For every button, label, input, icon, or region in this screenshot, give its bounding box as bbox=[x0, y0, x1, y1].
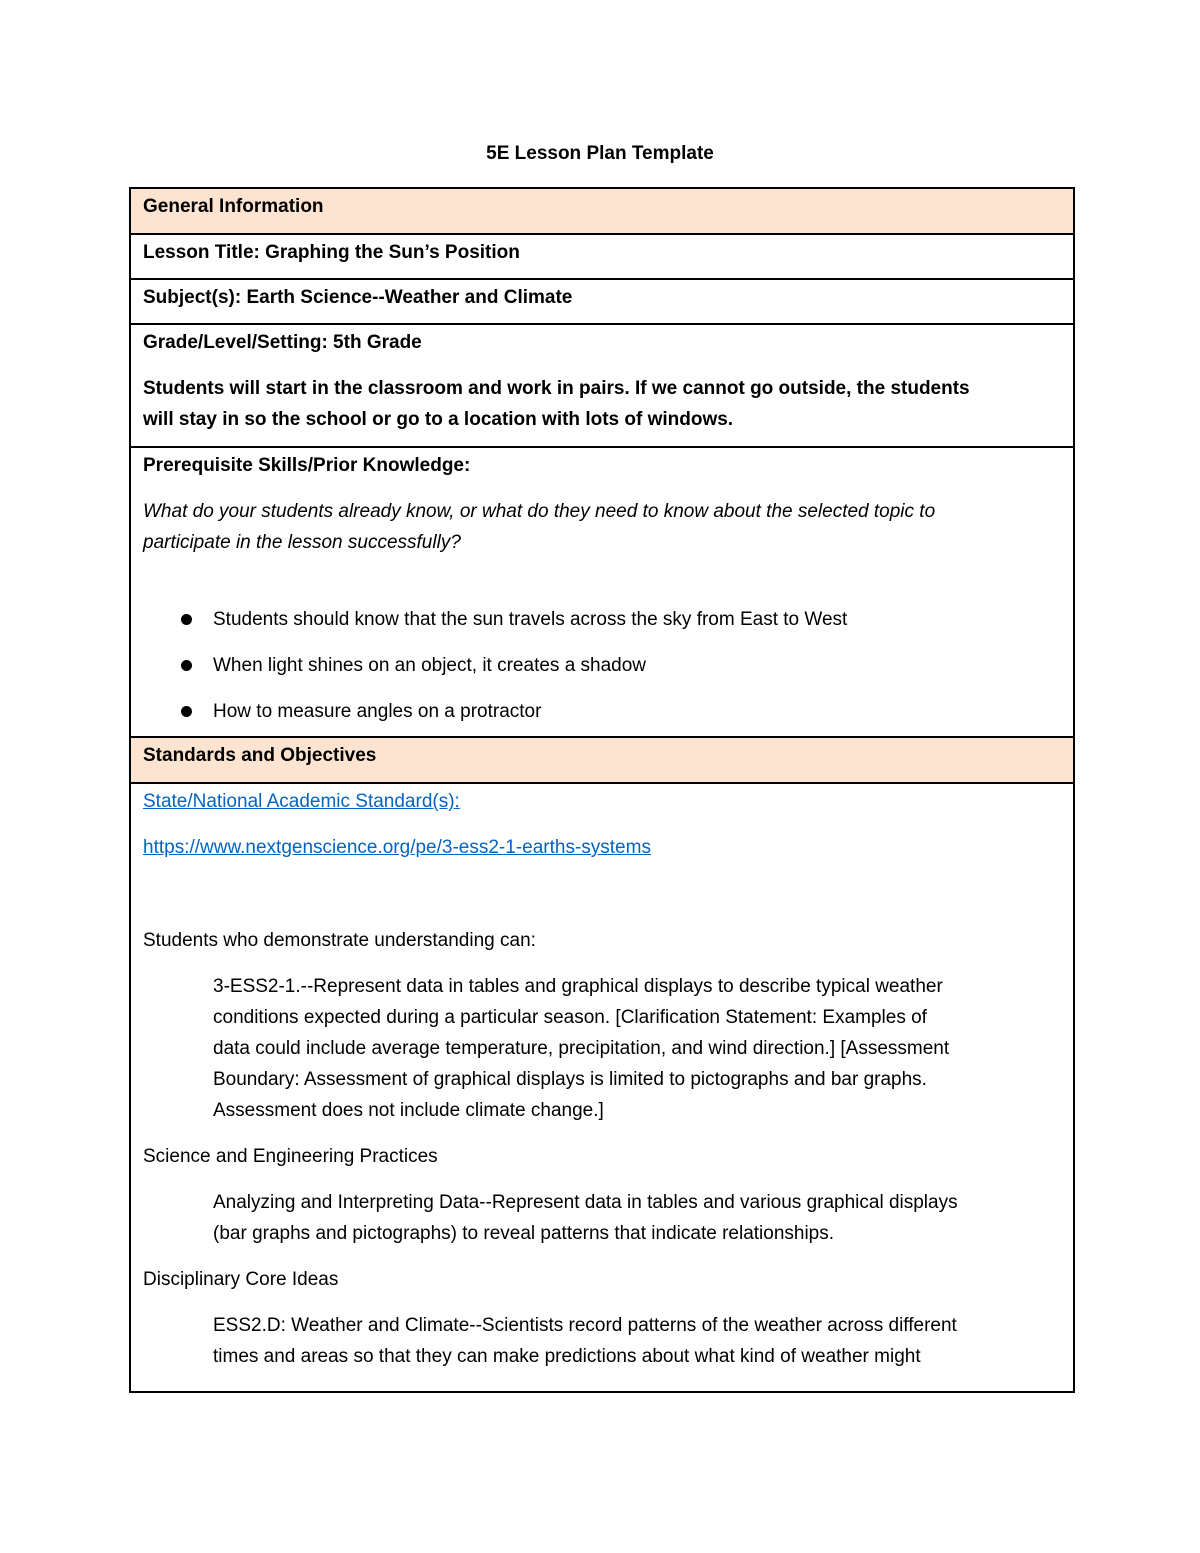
dci-line: ESS2.D: Weather and Climate--Scientists record patterns of the weather across different bbox=[213, 1315, 957, 1336]
understanding-label: Students who demonstrate understanding can: bbox=[143, 930, 536, 951]
pe-line: data could include average temperature, precipitation, and wind direction.] [Assessment bbox=[213, 1038, 950, 1059]
sep-line: Analyzing and Interpreting Data--Represent data in tables and various graphical displays bbox=[213, 1192, 958, 1213]
subjects-row: Subject(s): Earth Science--Weather and Climate bbox=[131, 280, 1073, 325]
prerequisite-prompt: What do your students already know, or what do they need to know about the selected topic to bbox=[143, 501, 936, 522]
standard-url-link[interactable]: https://www.nextgenscience.org/pe/3-ess2-1-earths-systems bbox=[143, 837, 651, 858]
pe-line: 3-ESS2-1.--Represent data in tables and graphical displays to describe typical weather bbox=[213, 976, 943, 997]
prerequisite-row bbox=[131, 448, 1073, 738]
grade-setting-row bbox=[131, 325, 1073, 448]
prerequisite-label: Prerequisite Skills/Prior Knowledge: bbox=[143, 455, 471, 476]
dci-line: times and areas so that they can make predictions about what kind of weather might bbox=[213, 1346, 921, 1367]
pe-line: Boundary: Assessment of graphical displays is limited to pictographs and bar graphs. bbox=[213, 1069, 927, 1090]
standard-label-link[interactable]: State/National Academic Standard(s): bbox=[143, 791, 460, 812]
lesson-plan-table bbox=[129, 187, 1075, 1393]
dci-label: Disciplinary Core Ideas bbox=[143, 1269, 339, 1290]
list-item bbox=[143, 650, 1061, 681]
pe-line: Assessment does not include climate change.] bbox=[213, 1100, 604, 1121]
list-item-text: How to measure angles on a protractor bbox=[213, 701, 542, 722]
standards-objectives-header: Standards and Objectives bbox=[131, 738, 1073, 784]
list-item bbox=[143, 604, 1061, 635]
list-item bbox=[143, 696, 1061, 727]
standards-row bbox=[131, 784, 1073, 1372]
bullet-icon bbox=[181, 614, 192, 625]
list-item-text: Students should know that the sun travels across the sky from East to West bbox=[213, 609, 848, 630]
general-information-header: General Information bbox=[131, 189, 1073, 235]
pe-line: conditions expected during a particular season. [Clarification Statement: Examples of bbox=[213, 1007, 927, 1028]
page-title: 5E Lesson Plan Template bbox=[486, 143, 714, 164]
setting-line: will stay in so the school or go to a location with lots of windows. bbox=[143, 409, 734, 430]
list-item-text: When light shines on an object, it creates a shadow bbox=[213, 655, 647, 676]
sep-line: (bar graphs and pictographs) to reveal patterns that indicate relationships. bbox=[213, 1223, 835, 1244]
prerequisite-list bbox=[143, 604, 1061, 727]
sep-label: Science and Engineering Practices bbox=[143, 1146, 438, 1167]
setting-line: Students will start in the classroom and work in pairs. If we cannot go outside, the students bbox=[143, 378, 970, 399]
performance-expectation bbox=[143, 971, 1061, 1126]
dci-text bbox=[143, 1310, 1061, 1372]
prerequisite-prompt: participate in the lesson successfully? bbox=[143, 532, 461, 553]
lesson-title-row: Lesson Title: Graphing the Sun’s Position bbox=[131, 235, 1073, 280]
bullet-icon bbox=[181, 660, 192, 671]
bullet-icon bbox=[181, 706, 192, 717]
grade-label: Grade/Level/Setting: 5th Grade bbox=[143, 332, 422, 353]
sep-text bbox=[143, 1187, 1061, 1249]
